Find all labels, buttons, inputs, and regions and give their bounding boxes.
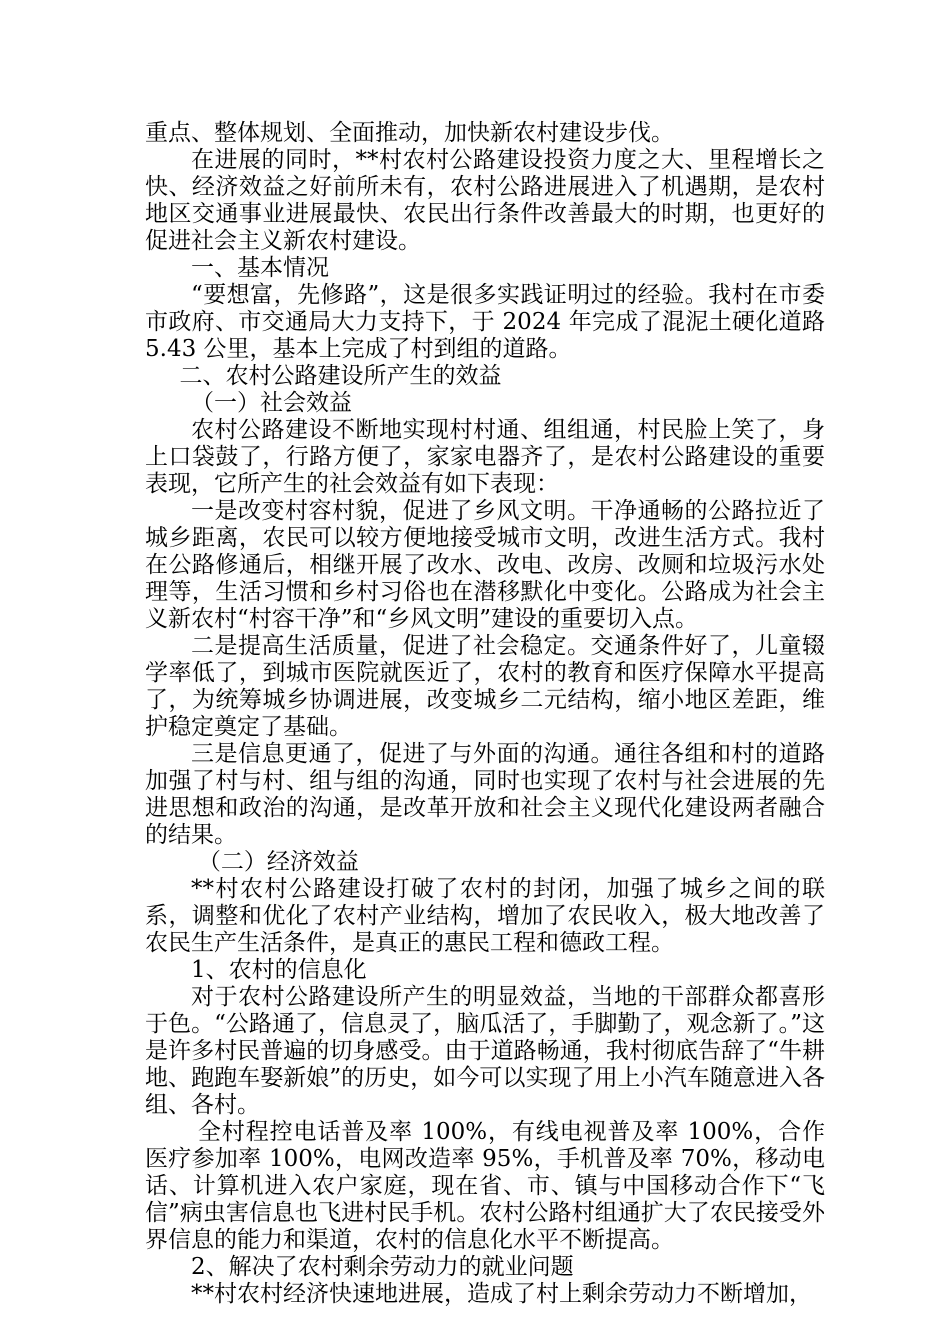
paragraph: **村农村经济快速地进展，造成了村上剩余劳动力不断增加，	[191, 1281, 812, 1307]
paragraph: 农村公路建设不断地实现村村通、组组通，村民脸上笑了，身上口袋鼓了，行路方便了，家家电器齐了，是农村公路建设的重要表现，它所产生的社会效益有如下表现：	[145, 417, 825, 497]
subsection-heading: （二）经济效益	[197, 849, 359, 875]
paragraph: 对于农村公路建设所产生的明显效益，当地的干部群众都喜形于色。“公路通了，信息灵了，脑瓜活了，手脚勤了，观念新了。”这是许多村民普遍的切身感受。由于道路畅通，我村彻底告辞了“牛耕地、跑跑车娶新娘”的历史，如今可以实现了用上小汽车随意进入各组、各村。	[145, 984, 825, 1118]
paragraph: 二是提高生活质量，促进了社会稳定。交通条件好了，儿童辍学率低了，到城市医院就医近了，农村的教育和医疗保障水平提高了，为统筹城乡协调进展，改变城乡二元结构，缩小地区差距，维护稳定奠定了基础。	[145, 633, 825, 740]
subsection-heading: （一）社会效益	[191, 390, 352, 416]
section-heading: 二、农村公路建设所产生的效益	[179, 363, 502, 389]
item-heading: 1、农村的信息化	[191, 957, 367, 983]
paragraph: 重点、整体规划、全面推动，加快新农村建设步伐。	[145, 120, 674, 146]
paragraph: 全村程控电话普及率 100%，有线电视普及率 100%，合作医疗参加率 100%，电网改造率 95%，手机普及率 70%，移动电话、计算机进入农户家庭，现在省、市、镇与中国移动合作下“飞信”病虫害信息也飞进村民手机。农村公路村组通扩大了农民接受外界信息的能力和渠道，农村的信息化水平不断提高。	[145, 1119, 825, 1253]
paragraph: 三是信息更通了，促进了与外面的沟通。通往各组和村的道路加强了村与村、组与组的沟通，同时也实现了农村与社会进展的先进思想和政治的沟通，是改革开放和社会主义现代化建设两者融合的结果。	[145, 741, 825, 848]
section-heading: 一、基本情况	[191, 255, 329, 281]
paragraph: 一是改变村容村貌，促进了乡风文明。干净通畅的公路拉近了城乡距离，农民可以较方便地接受城市文明，改进生活方式。我村在公路修通后，相继开展了改水、改电、改房、改厕和垃圾污水处理等，生活习惯和乡村习俗也在潜移默化中变化。公路成为社会主义新农村“村容干净”和“乡风文明”建设的重要切入点。	[145, 498, 825, 632]
paragraph: **村农村公路建设打破了农村的封闭，加强了城乡之间的联系，调整和优化了农村产业结构，增加了农民收入，极大地改善了农民生产生活条件，是真正的惠民工程和德政工程。	[145, 876, 825, 956]
item-heading: 2、解决了农村剩余劳动力的就业问题	[191, 1254, 574, 1280]
paragraph: “要想富，先修路”，这是很多实践证明过的经验。我村在市委市政府、市交通局大力支持下，于 2024 年完成了混泥土硬化道路 5.43 公里，基本上完成了村到组的道路。	[145, 282, 825, 362]
paragraph: 在进展的同时，**村农村公路建设投资力度之大、里程增长之快、经济效益之好前所未有，农村公路进展进入了机遇期，是农村地区交通事业进展最快、农民出行条件改善最大的时期，也更好的促进社会主义新农村建设。	[145, 147, 825, 254]
document-body	[145, 120, 825, 1308]
